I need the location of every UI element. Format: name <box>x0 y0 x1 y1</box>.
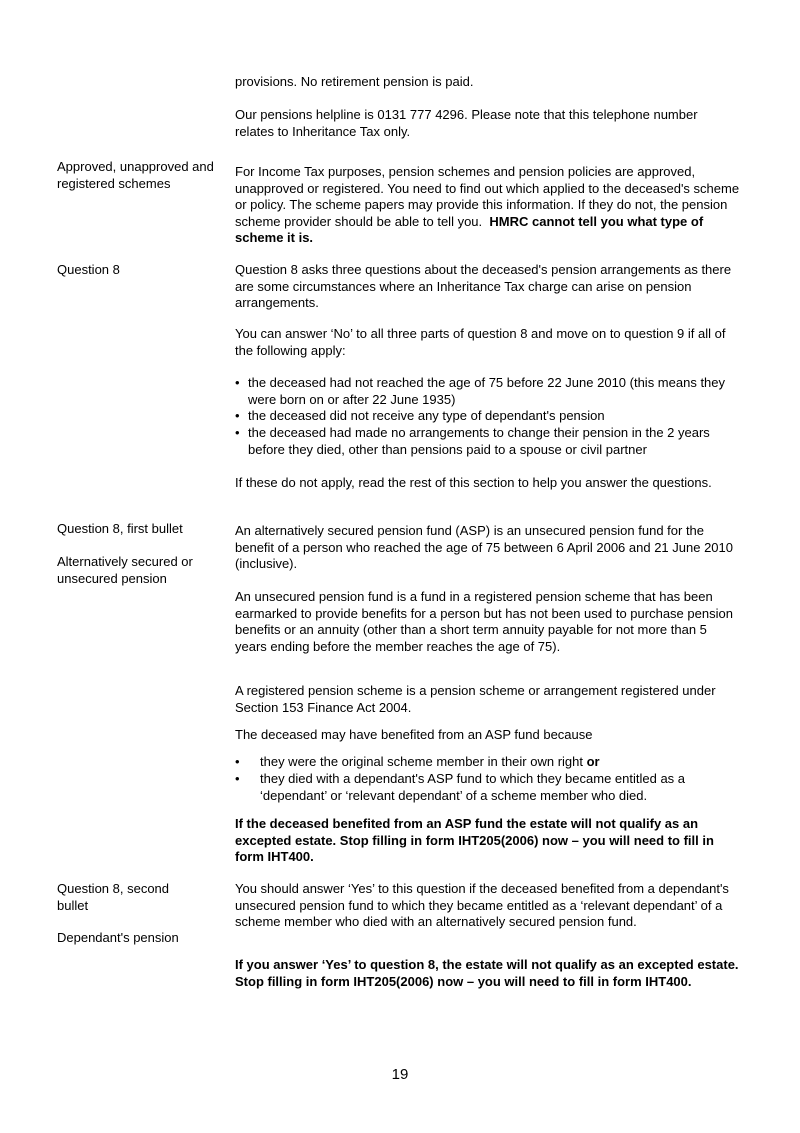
bullet-item <box>235 375 740 408</box>
bullet-text: the deceased had not reached the age of 75 before 22 June 2010 (this means they were born on or after 22 June 1935) <box>248 375 726 407</box>
side-label-question-8-second-bullet: Question 8, second bullet <box>57 881 170 913</box>
paragraph-asp-definition: An alternatively secured pension fund (ASP) is an unsecured pension fund for the benefit of a person who reached the age of 75 between 6 April 2006 and 21 June 2010 (inclusive). <box>235 523 733 571</box>
bullet-dot: • <box>235 408 240 423</box>
paragraph-unsecured-definition: An unsecured pension fund is a fund in a registered pension scheme that has been earmarked to provide benefits for a person but has not been used to purchase pension benefits or an annuity (other than a short term annuity payable for not more than 5 years ending before the member reaches the age of 75). <box>235 589 733 654</box>
bullet-dot: • <box>235 375 240 390</box>
paragraph-approved-bold: HMRC cannot tell you what type of scheme it is. <box>235 213 704 245</box>
bullet-text: the deceased did not receive any type of dependant's pension <box>248 408 605 423</box>
paragraph-second-bullet: You should answer ‘Yes’ to this question if the deceased benefited from a dependant's unsecured pension fund to which they became entitled as a ‘relevant dependant’ of a scheme member who died with an alternatively secured pension fund. <box>235 881 729 929</box>
bullet-dot: • <box>235 771 240 786</box>
bullet-item <box>235 425 740 458</box>
bullet-dot: • <box>235 425 240 440</box>
paragraph-helpline: Our pensions helpline is 0131 777 4296. Please note that this telephone number relates to Inheritance Tax only. <box>235 107 698 139</box>
paragraph-yes-warning: If you answer ‘Yes’ to question 8, the estate will not qualify as an excepted estate. Stop filling in form IHT205(2006) now – you will need to fill in form IHT400. <box>235 957 739 989</box>
bullet-item <box>235 408 740 425</box>
bullet-text: they were the original scheme member in their own right <box>260 754 583 769</box>
side-label-dependants-pension: Dependant's pension <box>57 930 179 945</box>
paragraph-answer-no: You can answer ‘No’ to all three parts of question 8 and move on to question 9 if all of the following apply: <box>235 326 726 358</box>
bullet-text: the deceased had made no arrangements to change their pension in the 2 years before they died, other than pensions paid to a spouse or civil partner <box>248 425 710 457</box>
bullet-bold-suffix: or <box>586 754 600 769</box>
paragraph-continuation: provisions. No retirement pension is paid. <box>235 74 474 89</box>
page-number: 19 <box>391 1066 409 1083</box>
side-label-question-8: Question 8 <box>57 262 120 277</box>
paragraph-registered-definition: A registered pension scheme is a pension scheme or arrangement registered under Section 153 Finance Act 2004. <box>235 683 716 715</box>
paragraph-question-8-intro: Question 8 asks three questions about the deceased's pension arrangements as there are some circumstances where an Inheritance Tax charge can arise on pension arrangements. <box>235 262 732 310</box>
paragraph-if-not-apply: If these do not apply, read the rest of this section to help you answer the questions. <box>235 475 712 490</box>
side-label-question-8-first-bullet: Question 8, first bullet <box>57 521 183 536</box>
paragraph-approved-schemes <box>235 164 740 247</box>
bullet-item <box>235 754 740 771</box>
side-label-asp: Alternatively secured or unsecured pension <box>57 554 193 586</box>
paragraph-asp-warning: If the deceased benefited from an ASP fund the estate will not qualify as an excepted estate. Stop filling in form IHT205(2006) now – you will need to fill in form IHT400. <box>235 816 714 864</box>
bullet-dot: • <box>235 754 240 769</box>
side-label-approved-schemes: Approved, unapproved and registered schemes <box>57 159 214 191</box>
paragraph-approved-text: For Income Tax purposes, pension schemes and pension policies are approved, unapproved or registered. You need to find out which applied to the deceased's scheme or policy. The scheme papers may provide this information. If they do not, the pension scheme provider should be able to tell you. <box>235 164 740 229</box>
bullet-text: they died with a dependant's ASP fund to which they became entitled as a ‘dependant’ or ‘relevant dependant’ of a scheme member who died. <box>260 771 686 803</box>
bullet-item <box>235 771 740 804</box>
paragraph-may-have-benefited: The deceased may have benefited from an ASP fund because <box>235 727 593 742</box>
